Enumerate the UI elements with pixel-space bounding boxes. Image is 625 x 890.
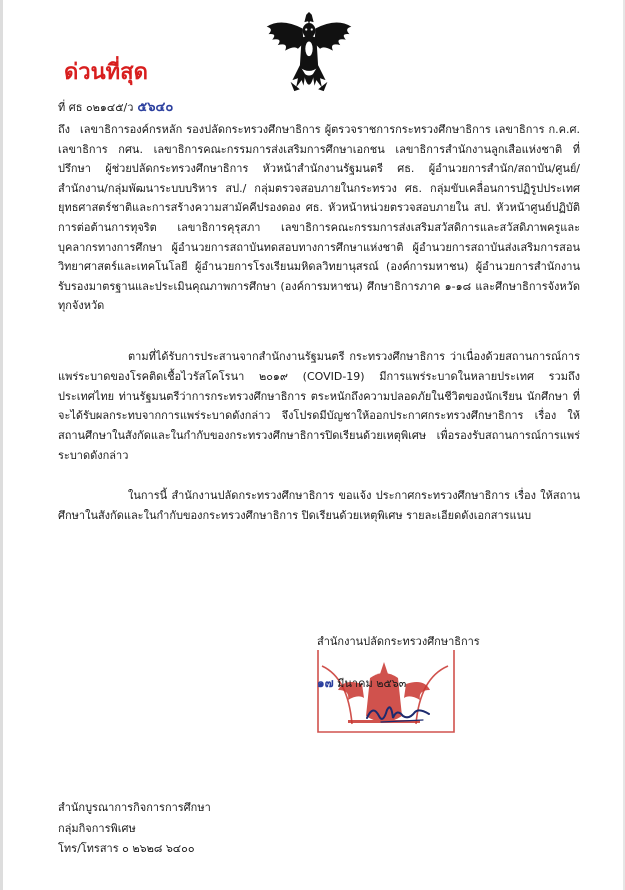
body-paragraph-1: ตามที่ได้รับการประสานจากสำนักงานรัฐมนตรี กระทรวงศึกษาธิการ ว่าเนื่องด้วยสถานการณ์การแพร่ระบาดของโรคติดเชื้อไวรัสโคโรนา ๒๐๑๙ (COVID-19) มีการแพร่ระบาดในหลายประเทศ รวมถึงประเทศไทย ท่านรัฐมนตรีว่าการกระทรวงศึกษาธิการ ตระหนักถึงความปลอดภัยในชีวิตของนักเรียน นักศึกษา ที่จะได้รับผลกระทบจากการแพร่ระบาดดังกล่าว จึงโปรดมีบัญชาให้ออกประกาศกระทรวงศึกษาธิการ เรื่อง ให้สถานศึกษาในสังกัดและในกำกับของกระทรวงศึกษาธิการปิดเรียนด้วยเหตุพิเศษ เพื่อรองรับสถานการณ์การแพร่ระบาดดังกล่าว (58, 350, 580, 462)
urgency-label: ด่วนที่สุด (64, 60, 148, 85)
scan-edge-left (0, 0, 3, 890)
reference-prefix: ที่ ศธ ๐๒๑๔๕/ว (58, 101, 134, 114)
date-day: ๑๗ (317, 676, 334, 690)
footer-phone: โทร/โทรสาร ๐ ๒๖๒๘ ๖๔๐๐ (58, 842, 195, 855)
addressee-label: ถึง (58, 123, 71, 136)
date-month-year: มีนาคม ๒๕๖๓ (337, 677, 407, 690)
addressee-block (58, 120, 580, 316)
footer-group: กลุ่มกิจการพิเศษ (58, 821, 136, 835)
reference-line (58, 96, 173, 117)
garuda-emblem-icon (263, 12, 355, 104)
handwritten-signature-icon (363, 698, 433, 728)
contact-footer (58, 798, 211, 860)
reference-number: ๕๖๔๐ (137, 100, 174, 115)
footer-office: สำนักบูรณาการกิจการการศึกษา (58, 801, 211, 814)
body-paragraph-2: ในการนี้ สำนักงานปลัดกระทรวงศึกษาธิการ ขอแจ้ง ประกาศกระทรวงศึกษาธิการ เรื่อง ให้สถานศึกษาในสังกัดและในกำกับของกระทรวงศึกษาธิการ ปิดเรียนด้วยเหตุพิเศษ รายละเอียดดังเอกสารแนบ (58, 489, 580, 522)
addressee-text: เลขาธิการองค์กรหลัก รองปลัดกระทรวงศึกษาธิการ ผู้ตรวจราชการกระทรวงศึกษาธิการ เลขาธิการ ก.ค.ศ. เลขาธิการ กศน. เลขาธิการคณะกรรมการส่งเสริมการศึกษาเอกชน เลขาธิการสำนักงานลูกเสือแห่งชาติ ที่ปรึกษา ผู้ช่วยปลัดกระทรวงศึกษาธิการ หัวหน้าสำนักงานรัฐมนตรี ศธ. ผู้อำนวยการสำนัก/สถาบัน/ศูนย์/สำนักงาน/กลุ่มพัฒนาระบบบริหาร สป./ กลุ่มตรวจสอบภายในกระทรวง ศธ. กลุ่มขับเคลื่อนการปฏิรูปประเทศยุทธศาสตร์ชาติและการสร้างความสามัคคีปรองดอง ศธ. หัวหน้าหน่วยตรวจสอบภายใน สป. หัวหน้าศูนย์ปฏิบัติการต่อต้านการทุจริต เลขาธิการคุรุสภา เลขาธิการคณะกรรมการส่งเสริมสวัสดิการและสวัสดิภาพครูและบุคลากรทางการศึกษา ผู้อำนวยการสถาบันทดสอบทางการศึกษาแห่งชาติ ผู้อำนวยการสถาบันส่งเสริมการสอนวิทยาศาสตร์และเทคโนโลยี ผู้อำนวยการโรงเรียนมหิดลวิทยานุสรณ์ (องค์การมหาชน) ผู้อำนวยการสำนักงานรับรองมาตรฐานและประเมินคุณภาพการศึกษา (องค์การมหาชน) ศึกษาธิการภาค ๑-๑๘ และศึกษาธิการจังหวัดทุกจังหวัด (58, 123, 580, 313)
date-line (317, 674, 406, 693)
signing-office: สำนักงานปลัดกระทรวงศึกษาธิการ (317, 635, 480, 648)
